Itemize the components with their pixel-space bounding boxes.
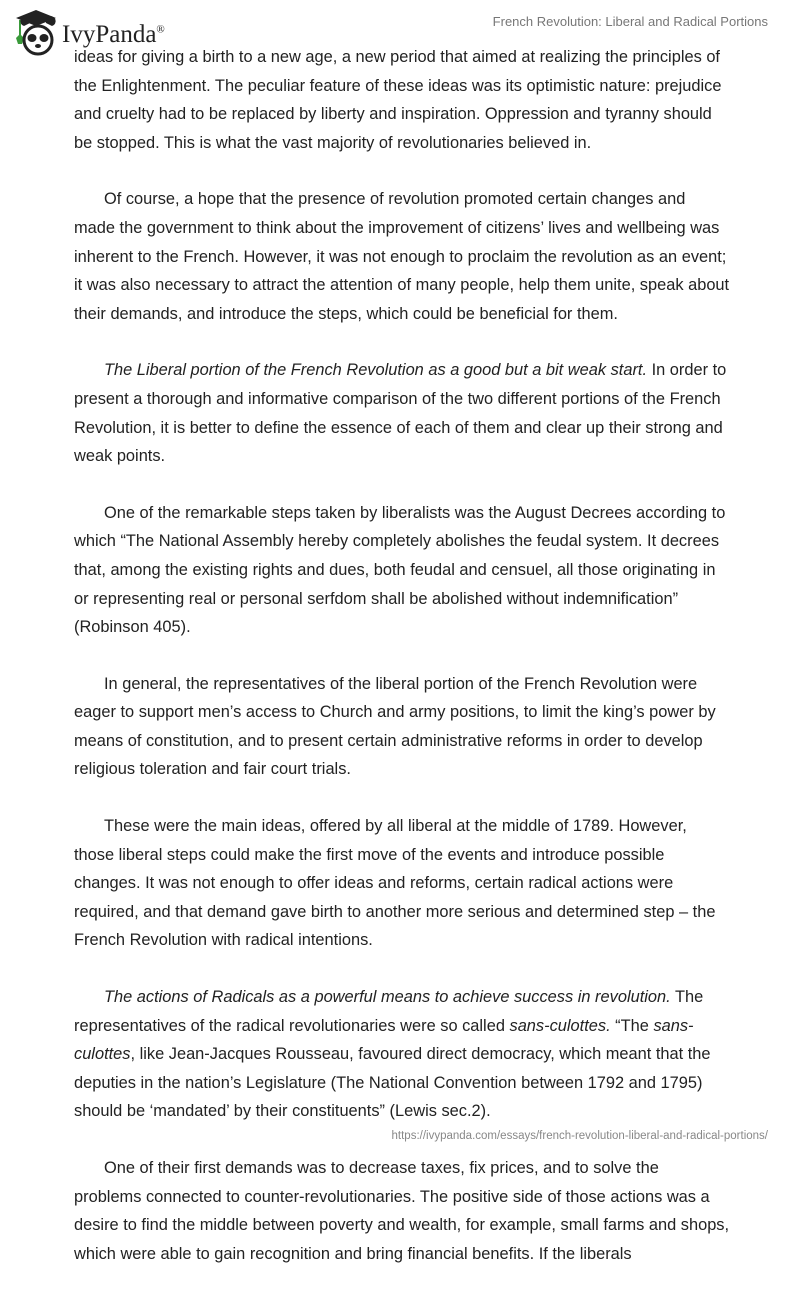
- paragraph-text: , like Jean-Jacques Rousseau, favoured direct democracy, which meant that the deputies in the nation’s Legislature (The National Convention between 1792 and 1795) should be ‘mandated’ by their constituents” (Lewis sec.2).: [74, 1045, 711, 1121]
- italic-text: The Liberal portion of the French Revolution as a good but a bit weak start.: [104, 361, 648, 380]
- italic-text: sans-culottes.: [509, 1016, 611, 1035]
- document-title: French Revolution: Liberal and Radical Portions: [492, 14, 768, 29]
- essay-paragraph: [74, 670, 730, 784]
- essay-paragraph: [74, 43, 730, 157]
- paragraph-text: The representatives of the radical revolutionaries were so called: [74, 988, 704, 1035]
- italic-text: The actions of Radicals as a powerful means to achieve success in revolution.: [104, 988, 671, 1007]
- essay-paragraph: [74, 1154, 730, 1268]
- essay-paragraph: [74, 185, 730, 328]
- logo-text: IvyPanda®: [62, 21, 165, 48]
- panda-graduate-icon: [12, 8, 58, 56]
- paragraph-text: Of course, a hope that the presence of revolution promoted certain changes and made the government to think about the improvement of citizens’ lives and wellbeing was inherent to the French. However, it was not enough to proclaim the revolution as an event; it was also necessary to attract the attention of many people, help them unite, speak about their demands, and introduce the steps, which could be beneficial for them.: [74, 190, 730, 323]
- paragraph-text: ideas for giving a birth to a new age, a new period that aimed at realizing the principles of the Enlightenment. The peculiar feature of these ideas was its optimistic nature: prejudice and cruelty had to be replaced by liberty and inspiration. Oppression and tyranny should be stopped. This is what the vast majority of revolutionaries believed in.: [74, 48, 722, 152]
- essay-paragraph: [74, 983, 730, 1126]
- paragraph-text: These were the main ideas, offered by all liberal at the middle of 1789. However, those liberal steps could make the first move of the events and introduce possible changes. It was not enough to offer ideas and reforms, certain radical actions were required, and that demand gave birth to another more serious and determined step – the French Revolution with radical intentions.: [74, 817, 716, 950]
- italic-text: sans-culottes: [74, 1016, 694, 1064]
- essay-paragraph: [74, 499, 730, 642]
- paragraph-text: One of the remarkable steps taken by liberalists was the August Decrees according to which “The National Assembly hereby completely abolishes the feudal system. It decrees that, among the existing rights and dues, both feudal and censuel, all those originating in or representing real or personal serfdom shall be abolished without indemnification” (Robinson 405).: [74, 503, 726, 637]
- footer-url[interactable]: https://ivypanda.com/essays/french-revolution-liberal-and-radical-portions/: [391, 1130, 768, 1142]
- paragraph-text: One of their first demands was to decrease taxes, fix prices, and to solve the problems connected to counter-revolutionaries. The positive side of those actions was a desire to find the middle between poverty and wealth, for example, small farms and shops, which were able to gain recognition and bring financial benefits. If the liberals: [74, 1159, 730, 1263]
- essay-paragraph: [74, 812, 730, 955]
- paragraph-text: In general, the representatives of the liberal portion of the French Revolution were eager to support men’s access to Church and army positions, to limit the king’s power by means of constitution, and to present certain administrative reforms in order to develop religious toleration and fair court trials.: [74, 674, 716, 779]
- paragraph-text: In order to present a thorough and informative comparison of the two different portions of the French Revolution, it is better to define the essence of each of them and clear up their strong and weak points.: [74, 361, 727, 466]
- paragraph-text: “The: [610, 1016, 654, 1035]
- essay-body: [74, 43, 730, 1296]
- essay-paragraph: [74, 356, 730, 470]
